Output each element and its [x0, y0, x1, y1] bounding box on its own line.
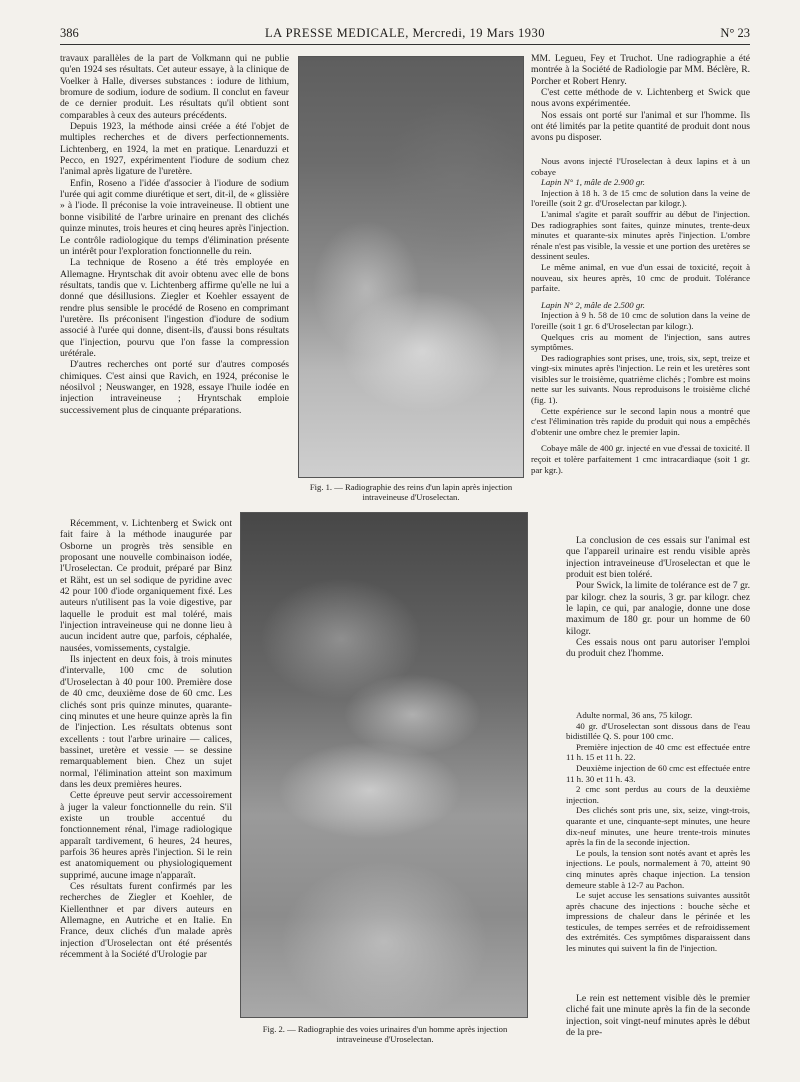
- column-right-experiments: [531, 156, 750, 475]
- page-number: 386: [60, 26, 79, 40]
- paragraph: 40 gr. d'Uroselectan sont dissous dans de l'eau bidistillée Q. S. pour 100 cmc.: [566, 720, 750, 742]
- column-right-conclusion: [566, 535, 750, 660]
- paragraph: Quelques cris au moment de l'injection, sans autres symptômes.: [531, 331, 750, 353]
- paragraph: Nous avons injecté l'Uroselectan à deux lapins et à un cobaye: [531, 156, 750, 177]
- journal-title: LA PRESSE MEDICALE, Mercredi, 19 Mars 1930: [264, 26, 545, 40]
- paragraph: Enfin, Roseno a l'idée d'associer à l'iodure de sodium l'urée qui agit comme diurétique et sert, dit-il, de « glissière » à l'iode. Il préconise la voie intraveineuse. Il obtient une bonne visibilité de l'arbre urinaire en prenant des clichés quinze minutes, trois heures et cinq heures après l'injection. Le contrôle radiologique du temps d'élimination présente un intérêt pour l'exploration fonctionnelle du rein.: [60, 177, 289, 257]
- paragraph: Cette épreuve peut servir accessoirement à juger la valeur fonctionnelle du rein. S'il existe un trouble accentué du fonctionnement rénal, l'image radiologique apparaît tardivement, 6 heures, 24 heures, parfois 36 heures après l'injection. Si le rein est anatomiquement ou physiologiquement supprimé, aucune image n'apparaît.: [60, 790, 232, 881]
- column-right-human-trial: [566, 710, 750, 954]
- paragraph: Cette expérience sur le second lapin nous a montré que c'est l'élimination très rapide du produit qui nous a empêchés d'obtenir une ombre chez le premier lapin.: [531, 405, 750, 437]
- column-left-top: [60, 53, 289, 416]
- page-header: [60, 26, 750, 45]
- paragraph: L'animal s'agite et paraît souffrir au début de l'injection. Des radiographies sont faites, quinze minutes, trente-deux minutes et quarante-six minutes après l'injection. L'ombre rénale n'est pas visible, la vessie et une portion des uretères se dessinent seules.: [531, 208, 750, 262]
- paragraph: Pour Swick, la limite de tolérance est de 7 gr. par kilogr. chez la souris, 3 gr. par kilogr. chez le lapin, ce qui, par analogie, donne une dose maximum de 180 gr. pour un homme de 60 kilogr.: [566, 580, 750, 637]
- column-right-bottom: [566, 993, 750, 1038]
- paragraph: Injection à 18 h. 3 de 15 cmc de solution dans la veine de l'oreille (soit 2 gr. d'Uroselectan par kilogr.).: [531, 187, 750, 209]
- issue-number: N° 23: [720, 26, 750, 40]
- paragraph: Lapin N° 2, mâle de 2.500 gr.: [541, 299, 645, 310]
- figure-2-caption: Fig. 2. — Radiographie des voies urinaires d'un homme après injection intraveineuse d'Uroselectan.: [262, 1024, 508, 1044]
- column-left-bottom: [60, 518, 232, 960]
- paragraph: Adulte normal, 36 ans, 75 kilogr.: [576, 710, 693, 720]
- paragraph: La conclusion de ces essais sur l'animal est que l'appareil urinaire est rendu visible après injection intraveineuse d'Uroselectan et que le produit est bien toléré.: [566, 535, 750, 581]
- paragraph: 2 cmc sont perdus au cours de la deuxième injection.: [566, 784, 750, 805]
- column-right-top: [531, 53, 750, 144]
- paragraph: Le pouls, la tension sont notés avant et après les injections. Le pouls, normalement à 70, atteint 90 cinq minutes après chaque injection. La tension demeure stable à 12-7 au Pachon.: [566, 847, 750, 890]
- figure-1-caption: Fig. 1. — Radiographie des reins d'un lapin après injection intraveineuse d'Uroselectan.: [309, 482, 513, 502]
- paragraph: Des radiographies sont prises, une, trois, six, sept, treize et vingt-six minutes après l'injection. Le rein et les uretères sont visibles sur le troisième, quatrième clichés ; l'ombre est moins nette sur les suivants. Nous reproduisons le troisième cliché (fig. 1).: [531, 352, 750, 406]
- paragraph: Ces résultats furent confirmés par les recherches de Ziegler et Koehler, de Kiellenthner et par divers auteurs en Allemagne, en Autriche et en Italie. En France, deux clichés d'un malade après injection d'Uroselectan ont été présentés récemment à la Société d'Urologie par: [60, 881, 232, 961]
- paragraph: Ils injectent en deux fois, à trois minutes d'intervalle, 100 cmc de solution d'Uroselectan à 40 pour 100. Première dose de 40 cmc, deuxième dose de 60 cmc. Les clichés sont pris quinze minutes, quarante-cinq minutes et une heure quinze après la fin de l'injection. Les résultats obtenus sont excellents : tout l'arbre urinaire — calices, bassinet, uretère et vessie — se dessine remarquablement bien. Chez un sujet normal, l'élimination atteint son maximum dans les deux premières heures.: [60, 654, 232, 790]
- paragraph: Ces essais nous ont paru autoriser l'emploi du produit chez l'homme.: [566, 637, 750, 660]
- paragraph: Nos essais ont porté sur l'animal et sur l'homme. Ils ont été limités par la petite quantité de produit dont nous avons pu disposer.: [531, 109, 750, 144]
- paragraph: Depuis 1923, la méthode ainsi créée a été l'objet de multiples recherches et de divers perfectionnements. Lichtenberg, en 1924, la met en pratique. Lenarduzzi et Pecco, en 1927, expérimentent l'iodure de sodium chez l'animal après ligature de l'uretère.: [60, 121, 289, 178]
- paragraph: D'autres recherches ont porté sur d'autres composés chimiques. C'est ainsi que Ravich, en 1924, préconise le néosilvol ; Neuswanger, en 1928, essaye l'huile iodée en injection intraveineuse ; Hryntschak emploie successivement plus de cinquante préparations.: [60, 359, 289, 416]
- figure-1-radiograph: [298, 56, 524, 478]
- paragraph: MM. Legueu, Fey et Truchot. Une radiographie a été montrée à la Société de Radiologie par MM. Béclère, R. Porcher et Robert Henry.: [531, 53, 750, 87]
- figure-2-radiograph: [240, 512, 528, 1018]
- paragraph: Des clichés sont pris une, six, seize, vingt-trois, quarante et une, cinquante-sept minutes, une heure dix-neuf minutes, une heure trente-trois minutes après la fin de la seconde injection.: [566, 805, 750, 848]
- paragraph: Le rein est nettement visible dès le premier cliché fait une minute après la fin de la seconde injection, soit vingt-neuf minutes après le début de la pre-: [566, 993, 750, 1039]
- paragraph: Deuxième injection de 60 cmc est effectuée entre 11 h. 30 et 11 h. 43.: [566, 762, 750, 784]
- paragraph: travaux parallèles de la part de Volkmann qui ne publie qu'en 1924 ses résultats. Cet auteur essaye, à la clinique de Voelker à Halle, diverses substances : iodure de lithium, bromure de sodium, iodure de sodium. Il conclut en faveur de ce dernier produit. Les résultats qu'il obtient sont comparables à ceux des auteurs précédents.: [60, 53, 289, 121]
- paragraph: La technique de Roseno a été très employée en Allemagne. Hryntschak dit avoir obtenu avec elle de bons résultats, tandis que v. Lichtenberg affirme qu'elle ne lui a donné que désillusions. Ziegler et Koehler essayent de rendre plus sensible le procédé de Roseno en comprimant l'uretère. Ils préconisent l'ingestion d'iodure de sodium associé à l'urée qui donne, disent-ils, d'aussi bons résultats que l'injection, pourvu que l'on fasse la compression urétérale.: [60, 257, 289, 359]
- paragraph: C'est cette méthode de v. Lichtenberg et Swick que nous avons expérimentée.: [531, 87, 750, 110]
- paragraph: Récemment, v. Lichtenberg et Swick ont fait faire à la méthode inaugurée par Osborne un progrès très sensible en proposant une nouvelle combinaison iodée, l'Uroselectan. Ce produit, préparé par Binz et Räht, est un sel sodique de pyridine avec 42 pour 100 d'iode organiquement fixé. Les auteurs n'utilisent pas la voie digestive, par laquelle le produit est mal toléré, mais l'injection intraveineuse qui ne donne lieu à aucun incident autre que, parfois, céphalée, nausées, vomissements, cystalgie.: [60, 518, 232, 654]
- paragraph: Injection à 9 h. 58 de 10 cmc de solution dans la veine de l'oreille (soit 1 gr. 6 d'Uroselectan par kilogr.).: [531, 310, 750, 331]
- paragraph: Le sujet accuse les sensations suivantes aussitôt après chacune des injections : bouche sèche et impressions de chaleur dans le périnée et les testicules, de tempes serrées et de refroidissement des extrémités. Ces symptômes disparaissent dans les minutes qui suivent la fin de l'injection.: [566, 890, 750, 954]
- paragraph: Première injection de 40 cmc est effectuée entre 11 h. 15 et 11 h. 22.: [566, 741, 750, 763]
- paragraph: Cobaye mâle de 400 gr. injecté en vue d'essai de toxicité. Il reçoit et tolère parfaitement 1 cmc intracardiaque (soit 1 gr. par kgr.).: [531, 443, 750, 475]
- paragraph: Le même animal, en vue d'un essai de toxicité, reçoit à nouveau, six heures après, 10 cmc de produit. Tolérance parfaite.: [531, 261, 750, 294]
- paragraph: Lapin N° 1, mâle de 2.900 gr.: [541, 177, 645, 188]
